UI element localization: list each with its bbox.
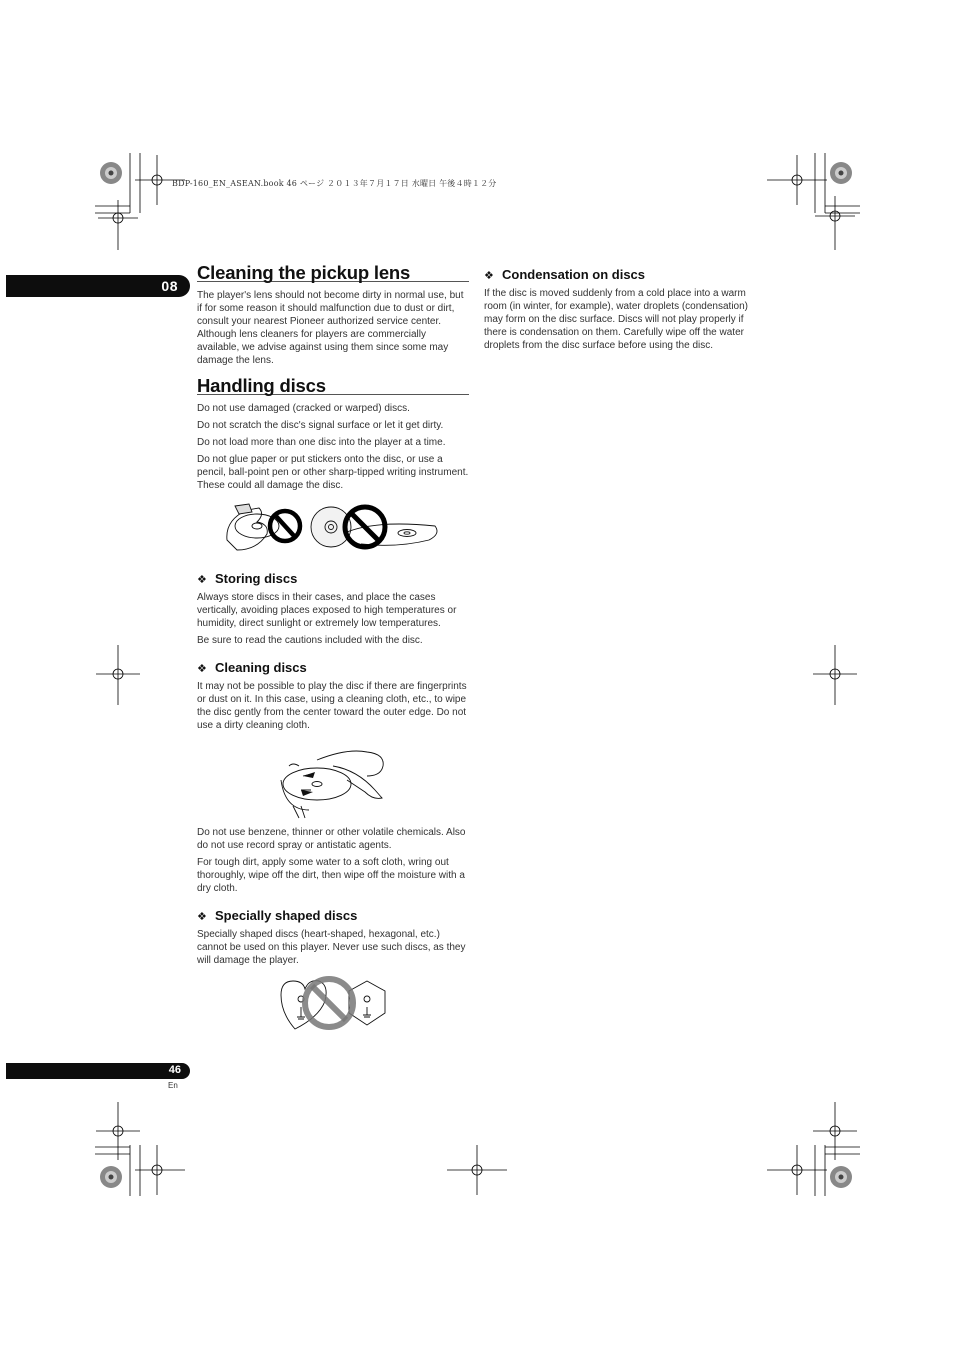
chapter-number: 08 bbox=[161, 278, 178, 294]
cleaning-discs-para: It may not be possible to play the disc if there are fingerprints or dust on it. In this case, using a cleaning cloth, etc., to wipe the disc gently from the center toward the outer edge. Do not use a dirty cleaning cloth. bbox=[197, 681, 467, 731]
condensation-body: If the disc is moved suddenly from a cold place into a warm room (in winter, for example), water droplets (condensation) may form on the disc surface. Discs will not play properly if there is condensation on them. Carefully wipe off the water droplets from the disc surface before using the disc. bbox=[484, 288, 749, 351]
storing-discs-heading bbox=[197, 572, 469, 587]
handling-item: Do not load more than one disc into the player at a time. bbox=[197, 437, 446, 448]
condensation-heading bbox=[484, 268, 756, 283]
cleaning-discs-title: Cleaning discs bbox=[215, 660, 307, 675]
chapter-tab bbox=[6, 275, 190, 297]
storing-discs-para: Always store discs in their cases, and place the cases vertically, avoiding places exposed to high temperatures or humidity, direct sunlight or extremely low temperatures. bbox=[197, 592, 457, 629]
diamond-bullet-icon: ❖ bbox=[484, 270, 494, 282]
condensation-title: Condensation on discs bbox=[502, 267, 646, 282]
diamond-bullet-icon: ❖ bbox=[197, 574, 207, 586]
handling-discs-illustration bbox=[197, 500, 469, 558]
shaped-discs-illustration bbox=[197, 973, 469, 1035]
page-number: 46 bbox=[168, 1064, 181, 1076]
handling-discs-heading: Handling discs bbox=[197, 379, 469, 395]
cleaning-discs-heading bbox=[197, 661, 469, 676]
special-discs-heading bbox=[197, 909, 469, 924]
cleaning-lens-body: The player's lens should not become dirty in normal use, but if for some reason it should malfunction due to dust or dirt, consult your nearest Pioneer authorized service center. Although lens cleaners for players are commercially available, we advise against using them since some may damage the lens. bbox=[197, 290, 464, 366]
special-discs-title: Specially shaped discs bbox=[215, 908, 358, 923]
diamond-bullet-icon: ❖ bbox=[197, 911, 207, 923]
language-label: En bbox=[168, 1081, 178, 1090]
special-discs-body: Specially shaped discs (heart-shaped, hexagonal, etc.) cannot be used on this player. Never use such discs, as they will damage the player. bbox=[197, 929, 466, 966]
page-number-bar bbox=[6, 1063, 190, 1079]
storing-discs-title: Storing discs bbox=[215, 571, 298, 586]
handling-item: Do not use damaged (cracked or warped) discs. bbox=[197, 403, 410, 414]
storing-discs-para: Be sure to read the cautions included with the disc. bbox=[197, 635, 423, 646]
cleaning-discs-para: Do not use benzene, thinner or other volatile chemicals. Also do not use record spray or antistatic agents. bbox=[197, 827, 466, 851]
wiping-disc-illustration bbox=[197, 740, 469, 820]
print-slug: BDP-160_EN_ASEAN.book 46 ページ ２０１３年７月１７日 水曜日 午後４時１２分 bbox=[172, 179, 497, 188]
diamond-bullet-icon: ❖ bbox=[197, 663, 207, 675]
left-column bbox=[197, 262, 469, 1035]
cleaning-discs-para: For tough dirt, apply some water to a soft cloth, wring out thoroughly, wipe off the dirt, then wipe off the moisture with a dry cloth. bbox=[197, 857, 465, 894]
handling-item: Do not scratch the disc's signal surface or let it get dirty. bbox=[197, 420, 444, 431]
right-column bbox=[484, 268, 756, 356]
cleaning-lens-heading: Cleaning the pickup lens bbox=[197, 266, 469, 282]
handling-item: Do not glue paper or put stickers onto the disc, or use a pencil, ball-point pen or other sharp-tipped writing instrument. These could all damage the disc. bbox=[197, 454, 469, 491]
